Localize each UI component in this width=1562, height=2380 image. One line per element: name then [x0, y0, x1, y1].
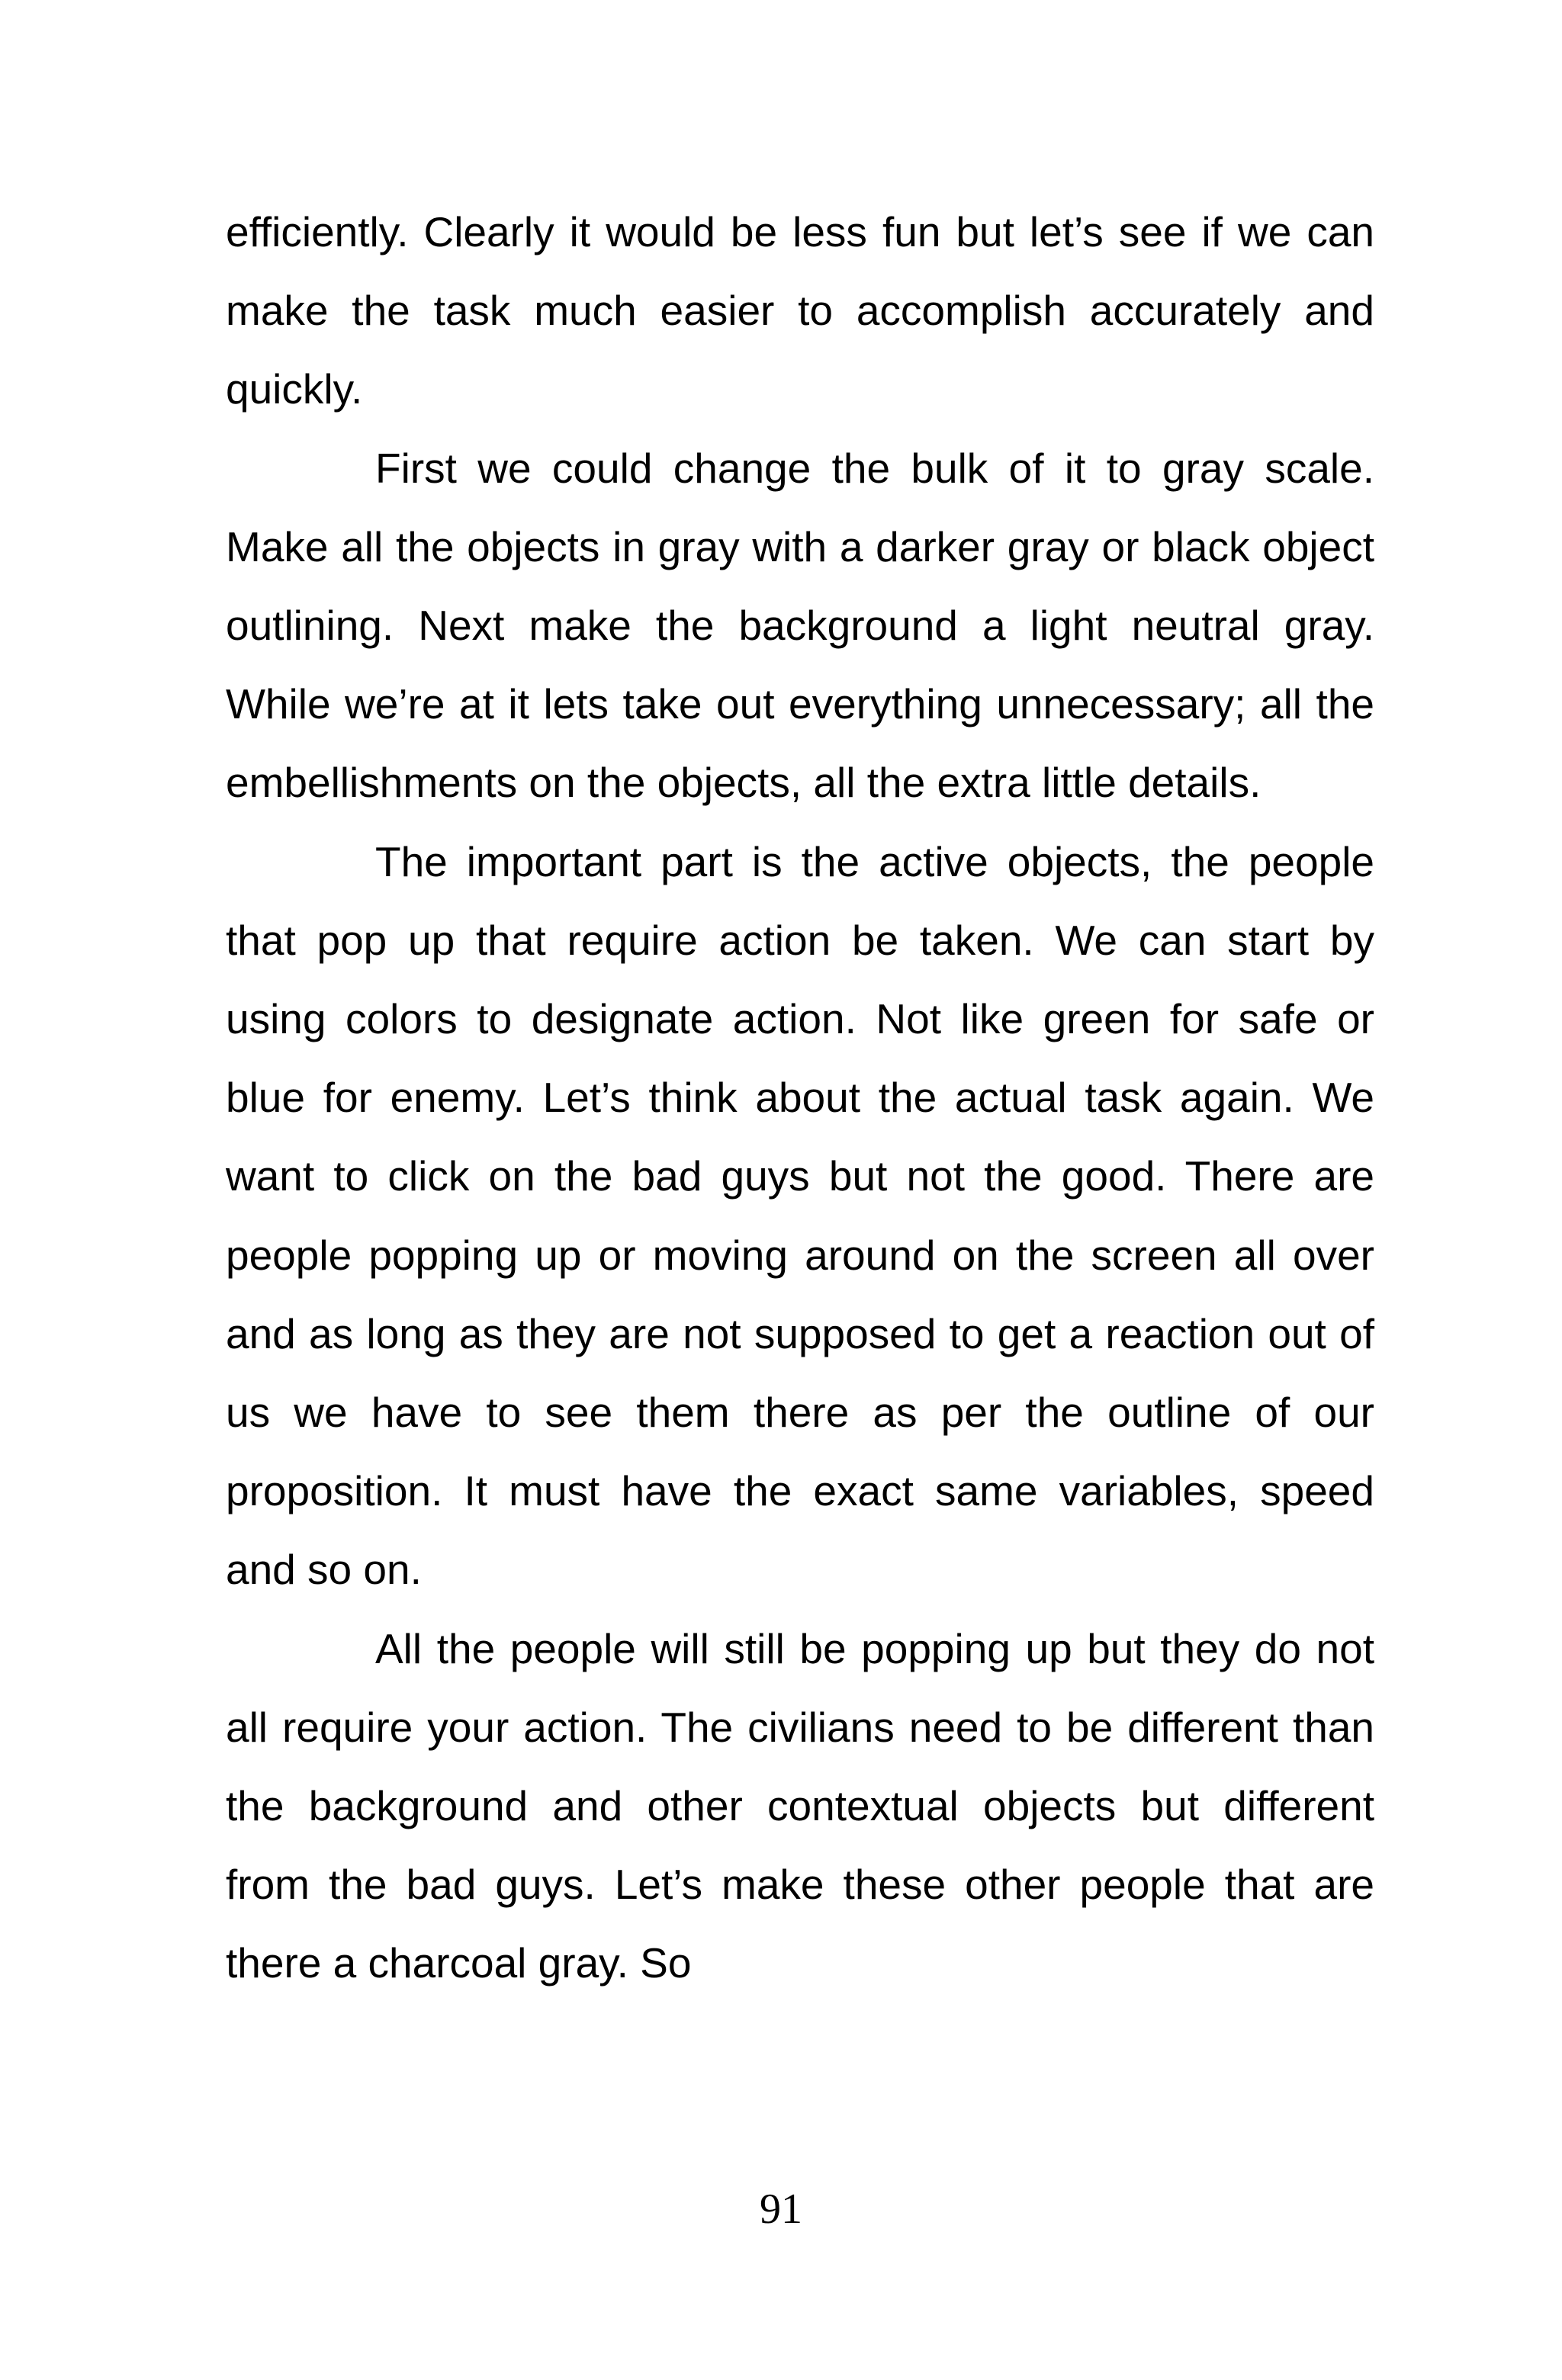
paragraph: First we could change the bulk of it to gray scale. Make all the objects in gray with a darker gray or black object outlining. Next make the background a light neutral gray. While we’re at it lets take out everything unnecessary; all the embellishments on the objects, all the extra little details. — [226, 444, 1374, 807]
page-number: 91 — [760, 2186, 802, 2233]
paragraph: The important part is the active objects, the people that pop up that require action be taken. We can start by using colors to designate action. Not like green for safe or blue for enemy. Let’s think about the actual task again. We want to click on the bad guys but not the good. There are people popping up or moving around on the screen all over and as long as they are not supposed to get a reaction out of us we have to see them there as per the outline of our proposition. It must have the exact same variables, speed and so on. — [226, 837, 1374, 1594]
paragraph-continued: efficiently. Clearly it would be less fun but let’s see if we can make the task much easier to accomplish accurately and quickly. — [226, 208, 1374, 413]
paragraph: All the people will still be popping up but they do not all require your action. The civilians need to be different than the background and other contextual objects but different from the bad guys. Let’s make these other people that are there a charcoal gray. So — [226, 1624, 1374, 1987]
body-text — [226, 193, 1374, 2003]
